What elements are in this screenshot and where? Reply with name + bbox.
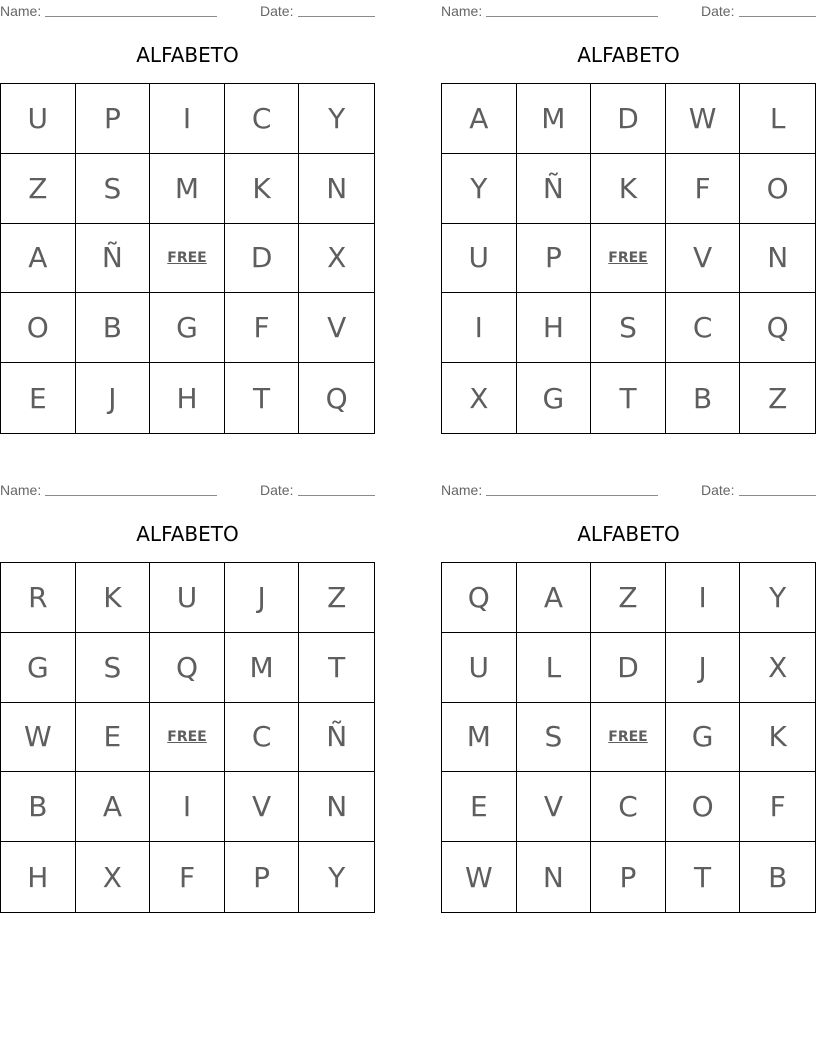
bingo-cell: A [517,563,592,633]
name-label: Name: [0,3,42,19]
bingo-cell: T [225,363,300,433]
card-title: ALFABETO [577,522,680,546]
bingo-cell: Q [442,563,517,633]
bingo-cell: Ñ [299,703,374,773]
bingo-card [441,0,816,435]
bingo-cell: G [666,703,741,773]
bingo-cell: Ñ [76,224,151,294]
bingo-cell: N [740,224,815,294]
bingo-cell: Q [740,293,815,363]
bingo-cell: G [150,293,225,363]
bingo-cell: I [666,563,741,633]
bingo-cell: A [442,84,517,154]
bingo-cell: N [299,154,374,224]
bingo-cell: B [76,293,151,363]
bingo-cell: J [76,363,151,433]
bingo-cell: Z [768,381,788,415]
bingo-cell: G [517,363,592,433]
bingo-grid [441,562,816,913]
bingo-cell: Y [299,84,374,154]
bingo-cell: B [768,860,788,894]
bingo-cell: B [666,363,741,433]
card-header [441,3,816,19]
bingo-card [0,479,375,914]
date-label: Date: [260,482,294,498]
bingo-cell: J [666,633,741,703]
name-blank-line [486,495,658,496]
bingo-cell: Z [1,154,76,224]
bingo-cell: O [740,154,815,224]
bingo-card [441,479,816,914]
bingo-cell: H [150,363,225,433]
card-title: ALFABETO [136,522,239,546]
bingo-cell: F [225,293,300,363]
bingo-card [0,0,375,435]
bingo-cell: Y [442,154,517,224]
free-space-cell: FREE [591,224,666,294]
bingo-cell: S [591,293,666,363]
bingo-cell: P [517,224,592,294]
bingo-cell: L [517,633,592,703]
card-title: ALFABETO [577,43,680,67]
bingo-cell: D [591,84,666,154]
bingo-grid [441,83,816,434]
bingo-cell: Z [299,563,374,633]
bingo-cell: C [591,772,666,842]
bingo-cell: K [740,703,815,773]
bingo-cell: U [1,84,76,154]
bingo-cell: X [76,842,151,912]
bingo-grid [0,562,375,913]
bingo-cell: M [225,633,300,703]
bingo-cell: C [666,293,741,363]
bingo-cell: S [76,154,151,224]
bingo-grid [0,83,375,434]
bingo-cell: K [591,154,666,224]
bingo-cell: H [1,842,76,912]
card-header [0,482,375,498]
name-label: Name: [0,482,42,498]
bingo-cell: V [299,293,374,363]
name-blank-line [486,16,658,17]
bingo-cell: U [150,563,225,633]
bingo-cell: Z [591,563,666,633]
bingo-cell: I [442,293,517,363]
bingo-cell: T [299,633,374,703]
bingo-cell: O [666,772,741,842]
bingo-cell: U [442,224,517,294]
bingo-cell: M [442,703,517,773]
bingo-cell: G [1,633,76,703]
bingo-cell: W [442,842,517,912]
date-label: Date: [701,3,735,19]
bingo-cell: T [591,363,666,433]
date-blank-line [298,495,375,496]
bingo-cell: Y [740,563,815,633]
bingo-cell: V [225,772,300,842]
bingo-cell: U [442,633,517,703]
bingo-cell: J [225,563,300,633]
bingo-cell: Q [150,633,225,703]
date-blank-line [739,16,816,17]
bingo-cell: M [150,154,225,224]
bingo-cell: X [442,363,517,433]
bingo-cell: X [299,224,374,294]
bingo-cell: X [740,633,815,703]
bingo-cell: S [517,703,592,773]
bingo-cell: Y [328,860,346,894]
bingo-cell: S [76,633,151,703]
bingo-cell: V [517,772,592,842]
bingo-cell: E [76,703,151,773]
bingo-cell: P [76,84,151,154]
card-header [0,3,375,19]
bingo-cell: F [740,772,815,842]
bingo-cell: D [591,633,666,703]
bingo-cell: E [1,363,76,433]
date-label: Date: [701,482,735,498]
free-space-cell: FREE [150,703,225,773]
bingo-cell: E [442,772,517,842]
bingo-cell: M [517,84,592,154]
bingo-cell: L [740,84,815,154]
bingo-cell: A [76,772,151,842]
name-label: Name: [441,3,483,19]
bingo-cell: N [299,772,374,842]
bingo-cell: O [1,293,76,363]
name-blank-line [45,16,217,17]
bingo-cell: W [666,84,741,154]
bingo-cell: P [591,842,666,912]
date-blank-line [739,495,816,496]
date-label: Date: [260,3,294,19]
bingo-cell: A [1,224,76,294]
bingo-cell: R [1,563,76,633]
card-title: ALFABETO [136,43,239,67]
bingo-cell: I [150,84,225,154]
bingo-cell: I [150,772,225,842]
date-blank-line [298,16,375,17]
bingo-cell: Q [325,381,348,415]
bingo-cell: K [76,563,151,633]
bingo-cell: T [666,842,741,912]
bingo-cell: F [150,842,225,912]
bingo-cell: D [225,224,300,294]
bingo-cell: W [1,703,76,773]
bingo-cell: V [666,224,741,294]
name-label: Name: [441,482,483,498]
bingo-cell: B [1,772,76,842]
bingo-cell: P [225,842,300,912]
bingo-cell: F [666,154,741,224]
bingo-cell: K [225,154,300,224]
name-blank-line [45,495,217,496]
free-space-cell: FREE [591,703,666,773]
bingo-cell: Ñ [517,154,592,224]
bingo-cell: H [517,293,592,363]
card-header [441,482,816,498]
bingo-cell: C [225,84,300,154]
bingo-cell: C [225,703,300,773]
free-space-cell: FREE [150,224,225,294]
bingo-cell: N [517,842,592,912]
